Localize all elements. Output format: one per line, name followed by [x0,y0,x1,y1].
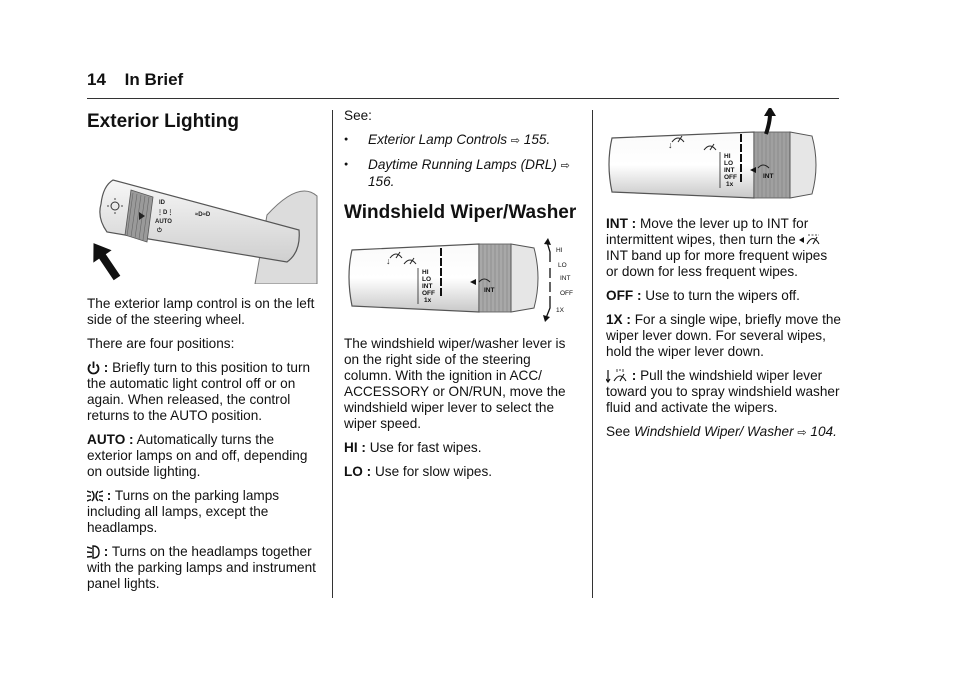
bullet-page[interactable]: 155. [523,132,551,147]
auto-text: Automatically turns the exterior lamps on and off, depending on outside lighting. [87,432,308,479]
see-label: See: [344,108,372,123]
item-power: : Briefly turn to this position to turn the automatic light control off or on again. When released, the control returns to the AUTO position. [87,360,311,423]
onex-term: 1X : [606,312,631,327]
callout-hi: HI [556,247,563,254]
wiper-lever-callout-illustration [344,238,579,324]
bullet-page[interactable]: 156. [368,174,395,189]
callout-1x: 1X [556,307,564,314]
wiper-lever-band-illustration [606,108,841,204]
lamp-control-intro: The exterior lamp control is on the left side of the steering wheel. [87,296,315,327]
svg-text:↓: ↓ [386,256,391,266]
item-headlamp: : Turns on the headlamps together with the parking lamps and instrument panel lights. [87,544,316,591]
washer-term: : [631,368,637,383]
parking-lamp-icon [87,489,103,503]
svg-text:ID: ID [159,200,165,206]
callout-lo: LO [558,262,567,269]
onex-text: For a single wipe, briefly move the wiper lever down. For several wipes, hold the wiper lever down. [606,312,841,359]
lo-term: LO : [344,464,372,479]
page-ref-arrow-icon: ⇨ [560,160,570,172]
callout-off: OFF [560,290,573,297]
see-ref[interactable]: Windshield Wiper/ Washer [633,424,794,439]
hi-text: Use for fast wipes. [369,440,482,455]
lever-auto-label: AUTO [155,219,172,225]
item-int [606,216,841,280]
see-wiper-ref [606,424,841,441]
bullet-exterior-lamp-controls [344,132,579,149]
page-header [87,70,183,90]
page-ref-arrow-icon: ⇨ [510,135,521,147]
hi-term: HI : [344,440,366,455]
lever-band-int: INT [763,173,774,180]
bullet-dot: ● [344,161,349,168]
header-rule [87,98,839,99]
column-wiper-positions [606,108,841,449]
bullet-daytime-running-lamps [344,157,579,190]
power-icon [87,361,100,375]
lever-lo: LO [724,160,734,167]
lever-1x: 1x [424,297,432,304]
lever-off: OFF [724,174,737,181]
item-off [606,288,841,304]
item-1x [606,312,841,360]
item-power-text: Briefly turn to this position to turn the automatic light control off or on again. When released, the control returns to the AUTO position. [87,360,311,423]
lever-hi: HI [724,153,731,160]
item-parking: : Turns on the parking lamps including all lamps, except the headlamps. [87,488,280,535]
lever-band-int: INT [484,287,495,294]
svg-text:⏻: ⏻ [157,228,162,234]
lever-1x: 1x [726,181,734,188]
lever-hi: HI [422,269,429,276]
exterior-lighting-heading: Exterior Lighting [87,111,239,132]
washer-text: Pull the windshield wiper lever toward you to spray windshield washer fluid and activate the wipers. [606,368,840,415]
column-divider-2 [592,110,593,598]
page-number: 14 [87,70,106,89]
lo-text: Use for slow wipes. [374,464,493,479]
lever-int: INT [422,283,433,290]
bullet-ref[interactable]: Daytime Running Lamps (DRL) [368,157,557,172]
int-term: INT : [606,216,637,231]
item-hi [344,440,579,456]
bullet-dot: ● [344,136,349,143]
positions-intro: There are four positions: [87,336,235,351]
int-text-a: Move the lever up to INT for intermittent wipes, then turn the [606,216,809,247]
column-divider-1 [332,110,333,598]
callout-int: INT [560,275,571,282]
item-auto [87,432,319,480]
lever-int: INT [724,167,735,174]
item-washer [606,368,841,416]
headlamp-icon [87,545,100,559]
svg-text:≈D≈D: ≈D≈D [195,212,211,218]
int-text-b: INT band up for more frequent wipes or down for less frequent wipes. [606,248,828,279]
wiper-washer-heading: Windshield Wiper/Washer [344,202,577,223]
column-wiper-intro [344,108,579,488]
lever-lo: LO [422,276,432,283]
section-title: In Brief [124,70,184,89]
off-term: OFF : [606,288,642,303]
headlamp-text: Turns on the headlamps together with the parking lamps and instrument panel lights. [87,544,316,591]
auto-term: AUTO : [87,432,134,447]
svg-text:↓: ↓ [668,140,673,150]
see-text: See [606,424,631,439]
exterior-lamp-lever-illustration [87,160,319,284]
bullet-ref[interactable]: Exterior Lamp Controls [368,132,508,147]
off-text: Use to turn the wipers off. [645,288,800,303]
parking-text: Turns on the parking lamps including all lamps, except the headlamps. [87,488,280,535]
wiper-intro: The windshield wiper/washer lever is on the right side of the steering column. With the ignition in ACC/ ACCESSORY or ON/RUN, move the windshield wiper lever to select the wiper speed. [344,336,566,431]
washer-icon [606,369,628,383]
page-ref-arrow-icon: ⇨ [797,427,807,439]
item-lo [344,464,579,480]
intermittent-wiper-icon [799,233,821,247]
lever-off: OFF [422,290,435,297]
svg-text:⋮D⋮: ⋮D⋮ [157,210,174,216]
see-page[interactable]: 104. [810,424,837,439]
column-exterior-lighting [87,108,319,600]
